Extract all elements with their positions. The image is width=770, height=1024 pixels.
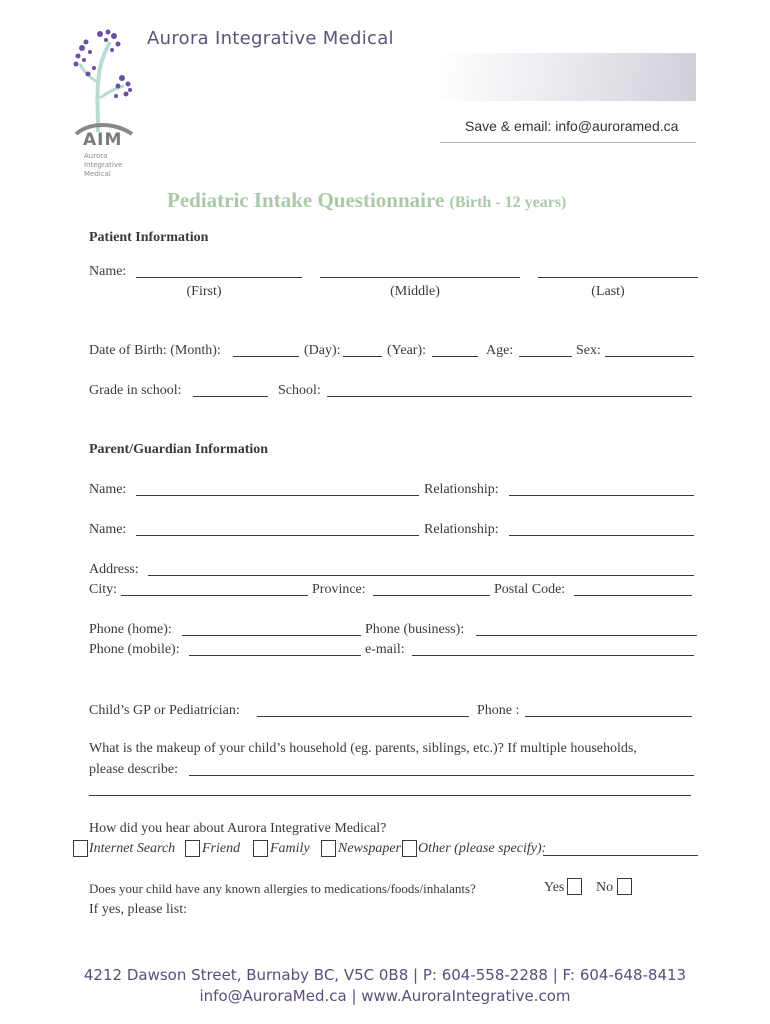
logo-subtitle: Aurora Integrative Medical — [84, 152, 123, 178]
phone-home-label: Phone (home): — [89, 622, 172, 637]
email-label: e-mail: — [365, 642, 405, 657]
school-field[interactable] — [327, 396, 692, 397]
province-field[interactable] — [373, 595, 490, 596]
middle-caption: (Middle) — [390, 284, 440, 299]
family-label: Family — [270, 841, 310, 856]
phone-business-field[interactable] — [476, 635, 697, 636]
sex-field[interactable] — [605, 356, 694, 357]
postal-code-field[interactable] — [574, 595, 692, 596]
age-label: Age: — [486, 343, 514, 358]
patient-heading: Patient Information — [89, 230, 209, 245]
other-checkbox[interactable] — [402, 840, 417, 857]
household-field-2[interactable] — [89, 795, 691, 796]
phone-mobile-label: Phone (mobile): — [89, 642, 180, 657]
parent1-relationship-field[interactable] — [509, 495, 694, 496]
gp-label: Child’s GP or Pediatrician: — [89, 703, 240, 718]
phone-business-label: Phone (business): — [365, 622, 465, 637]
footer-contact[interactable]: info@AuroraMed.ca | www.AuroraIntegrative.com — [199, 987, 571, 1005]
household-field-1[interactable] — [189, 775, 694, 776]
internet-search-label: Internet Search — [89, 841, 176, 856]
allergies-yes-label: Yes — [544, 880, 565, 895]
family-checkbox[interactable] — [253, 840, 268, 857]
allergies-no-checkbox[interactable] — [617, 878, 632, 895]
school-label: School: — [278, 383, 321, 398]
internet-search-checkbox[interactable] — [73, 840, 88, 857]
page-title — [167, 188, 566, 213]
province-label: Province: — [312, 582, 366, 597]
gp-phone-field[interactable] — [525, 716, 692, 717]
newspaper-checkbox[interactable] — [321, 840, 336, 857]
logo-abbr: AIM — [83, 130, 123, 150]
gp-phone-label: Phone : — [477, 703, 520, 718]
parent1-relationship-label: Relationship: — [424, 482, 499, 497]
household-question: What is the makeup of your child’s household (eg. parents, siblings, etc.)? If multiple households, — [89, 741, 637, 756]
title-main: Pediatric Intake Questionnaire — [167, 188, 445, 212]
first-name-field[interactable] — [136, 277, 302, 278]
other-specify-field[interactable] — [543, 855, 698, 856]
first-caption: (First) — [186, 284, 222, 299]
friend-label: Friend — [202, 841, 241, 856]
age-field[interactable] — [519, 356, 572, 357]
footer-address: 4212 Dawson Street, Burnaby BC, V5C 0B8 | P: 604-558-2288 | F: 604-648-8413 — [83, 966, 687, 984]
parent2-name-label: Name: — [89, 522, 127, 537]
other-label: Other (please specify): — [418, 841, 547, 856]
parent1-name-field[interactable] — [136, 495, 419, 496]
hear-question: How did you hear about Aurora Integrative Medical? — [89, 821, 387, 836]
dob-day-field[interactable] — [343, 356, 382, 357]
patient-name-label: Name: — [89, 264, 127, 279]
parent2-name-field[interactable] — [136, 535, 419, 536]
friend-checkbox[interactable] — [185, 840, 200, 857]
allergies-yes-checkbox[interactable] — [567, 878, 582, 895]
dob-year-field[interactable] — [432, 356, 478, 357]
address-label: Address: — [89, 562, 139, 577]
parent2-relationship-label: Relationship: — [424, 522, 499, 537]
header-banner — [440, 53, 696, 101]
grade-label: Grade in school: — [89, 383, 182, 398]
grade-field[interactable] — [193, 396, 268, 397]
allergies-question: Does your child have any known allergies to medications/foods/inhalants? — [89, 881, 476, 896]
postal-code-label: Postal Code: — [494, 582, 566, 597]
last-caption: (Last) — [591, 284, 625, 299]
last-name-field[interactable] — [538, 277, 698, 278]
dob-month-label: Date of Birth: (Month): — [89, 343, 221, 358]
phone-home-field[interactable] — [182, 635, 361, 636]
email-field[interactable] — [412, 655, 694, 656]
dob-day-label: (Day): — [304, 343, 341, 358]
parent1-name-label: Name: — [89, 482, 127, 497]
parent2-relationship-field[interactable] — [509, 535, 694, 536]
newspaper-label: Newspaper — [338, 841, 401, 856]
middle-name-field[interactable] — [320, 277, 520, 278]
allergies-list-label: If yes, please list: — [89, 902, 187, 917]
title-sub: (Birth - 12 years) — [449, 194, 567, 211]
allergies-no-label: No — [596, 880, 614, 895]
parent-heading: Parent/Guardian Information — [89, 442, 269, 457]
city-field[interactable] — [121, 595, 308, 596]
address-field[interactable] — [148, 575, 694, 576]
household-describe-label: please describe: — [89, 762, 179, 777]
brand-name: Aurora Integrative Medical — [147, 28, 394, 49]
sex-label: Sex: — [576, 343, 601, 358]
gp-field[interactable] — [257, 716, 469, 717]
dob-year-label: (Year): — [387, 343, 427, 358]
phone-mobile-field[interactable] — [189, 655, 361, 656]
logo-tree-icon — [70, 28, 140, 138]
save-email-link[interactable]: Save & email: info@auroramed.ca — [465, 118, 679, 134]
city-label: City: — [89, 582, 118, 597]
dob-month-field[interactable] — [233, 356, 299, 357]
header-divider — [440, 142, 696, 143]
